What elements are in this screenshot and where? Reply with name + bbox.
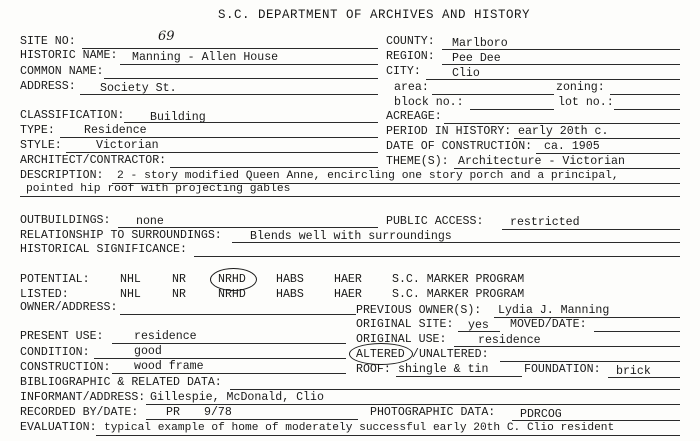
- classification-label: CLASSIFICATION:: [20, 109, 125, 122]
- potential-nhl: NHL: [120, 273, 141, 286]
- unaltered-label: /UNALTERED:: [412, 348, 489, 361]
- photographic-line: [512, 420, 680, 421]
- condition-line: [94, 358, 346, 359]
- informant-value: Gillespie, McDonald, Clio: [150, 391, 324, 404]
- date-construction-value: ca. 1905: [544, 140, 600, 153]
- area-line: [432, 94, 554, 95]
- listed-habs: HABS: [276, 288, 304, 301]
- area-label: area:: [394, 81, 429, 94]
- type-line: [60, 137, 378, 138]
- page-title: S.C. DEPARTMENT OF ARCHIVES AND HISTORY: [218, 8, 531, 22]
- outbuildings-value: none: [136, 215, 164, 228]
- original-site-label: ORIGINAL SITE:: [356, 318, 454, 331]
- listed-nhl: NHL: [120, 288, 141, 301]
- style-label: STYLE:: [20, 139, 62, 152]
- informant-label: INFORMANT/ADDRESS:: [20, 391, 146, 404]
- date-construction-label: DATE OF CONSTRUCTION:: [386, 140, 533, 153]
- construction-value: wood frame: [134, 360, 204, 373]
- altered-label: ALTERED: [356, 348, 405, 361]
- roof-label: ROOF:: [356, 363, 391, 376]
- outbuildings-line: [118, 227, 378, 228]
- moved-date-label: MOVED/DATE:: [510, 318, 587, 331]
- site-no-value: 69: [158, 29, 175, 44]
- owner-address-label: OWNER/ADDRESS:: [20, 301, 118, 314]
- present-use-value: residence: [134, 330, 197, 343]
- classification-value: Building: [150, 111, 206, 124]
- recorded-date-value: 9/78: [204, 406, 232, 419]
- description-line-2: pointed hip roof with projecting gables: [26, 183, 291, 195]
- potential-label: POTENTIAL:: [20, 273, 90, 286]
- construction-line: [112, 373, 346, 374]
- owner-address-line: [120, 314, 356, 315]
- architect-label: ARCHITECT/CONTRACTOR:: [20, 154, 167, 167]
- city-label: CITY:: [386, 65, 421, 78]
- foundation-value: brick: [616, 365, 651, 378]
- historic-name-line: [120, 64, 378, 65]
- description-label: DESCRIPTION:: [20, 169, 104, 182]
- architect-line: [170, 167, 378, 168]
- present-use-label: PRESENT USE:: [20, 330, 104, 343]
- relationship-line: [232, 242, 680, 243]
- photographic-value: PDRCOG: [520, 408, 562, 421]
- site-no-label: SITE NO:: [20, 35, 76, 48]
- historic-name-label: HISTORIC NAME:: [20, 49, 118, 62]
- city-value: Clio: [452, 67, 480, 80]
- acreage-label: ACREAGE:: [386, 110, 442, 123]
- county-label: COUNTY:: [386, 35, 435, 48]
- public-access-line: [502, 229, 680, 230]
- potential-nrhd: NRHD: [218, 273, 246, 286]
- type-value: Residence: [84, 124, 147, 137]
- altered-line: [500, 361, 680, 362]
- bibliographic-label: BIBLIOGRAPHIC & RELATED DATA:: [20, 376, 222, 389]
- original-use-label: ORIGINAL USE:: [356, 333, 447, 346]
- significance-line: [194, 256, 680, 257]
- public-access-value: restricted: [510, 216, 580, 229]
- original-site-value: yes: [468, 319, 489, 332]
- evaluation-line: [96, 435, 680, 436]
- moved-date-line: [594, 331, 680, 332]
- original-use-line: [454, 346, 680, 347]
- address-label: ADDRESS:: [20, 80, 76, 93]
- region-value: Pee Dee: [452, 52, 501, 65]
- potential-haer: HAER: [334, 273, 362, 286]
- county-value: Marlboro: [452, 37, 508, 50]
- classification-line: [124, 122, 378, 123]
- informant-line: [146, 404, 680, 405]
- public-access-label: PUBLIC ACCESS:: [386, 215, 484, 228]
- original-use-value: residence: [478, 334, 541, 347]
- listed-label: LISTED:: [20, 288, 69, 301]
- common-name-line: [104, 78, 378, 79]
- evaluation-value: typical example of home of moderately successful early 20th C. Clio resident: [104, 422, 615, 434]
- previous-owner-value: Lydia J. Manning: [498, 304, 610, 317]
- relationship-label: RELATIONSHIP TO SURROUNDINGS:: [20, 229, 222, 242]
- description-line-1: 2 - story modified Queen Anne, encircling one story porch and a principal,: [117, 170, 619, 182]
- county-line: [442, 49, 680, 50]
- bibliographic-line: [230, 389, 680, 390]
- outbuildings-label: OUTBUILDINGS:: [20, 214, 111, 227]
- condition-label: CONDITION:: [20, 346, 90, 359]
- listed-nrhd: NRHD: [218, 288, 246, 301]
- listed-haer: HAER: [334, 288, 362, 301]
- original-site-line: [458, 331, 500, 332]
- description-line-2-rule: [20, 196, 680, 197]
- present-use-line: [112, 343, 346, 344]
- recorded-by-value: PR: [166, 406, 180, 419]
- themes-line: [454, 168, 680, 169]
- historic-name-value: Manning - Allen House: [132, 51, 279, 64]
- previous-owner-label: PREVIOUS OWNER(S):: [356, 304, 482, 317]
- address-line: [80, 94, 378, 95]
- themes-value: Architecture - Victorian: [458, 155, 625, 168]
- lot-no-label: lot no.:: [558, 96, 614, 109]
- site-no-line: [82, 48, 378, 49]
- region-line: [442, 64, 680, 65]
- lot-no-line: [614, 109, 680, 110]
- foundation-label: FOUNDATION:: [524, 363, 601, 376]
- themes-label: THEME(S):: [386, 155, 449, 168]
- relationship-value: Blends well with surroundings: [250, 230, 452, 243]
- period-line: [514, 138, 680, 139]
- block-no-line: [470, 109, 554, 110]
- type-label: TYPE:: [20, 124, 55, 137]
- altered-circle: [349, 343, 413, 365]
- recorded-line: [146, 419, 358, 420]
- city-line: [426, 79, 680, 80]
- address-value: Society St.: [100, 82, 177, 95]
- period-value: early 20th c.: [518, 125, 609, 138]
- listed-nr: NR: [172, 288, 186, 301]
- evaluation-label: EVALUATION:: [20, 421, 97, 434]
- roof-value: shingle & tin: [398, 363, 489, 376]
- period-label: PERIOD IN HISTORY:: [386, 125, 512, 138]
- zoning-label: zoning:: [556, 81, 605, 94]
- acreage-line: [444, 123, 680, 124]
- photographic-label: PHOTOGRAPHIC DATA:: [370, 406, 496, 419]
- significance-label: HISTORICAL SIGNIFICANCE:: [20, 243, 187, 256]
- potential-habs: HABS: [276, 273, 304, 286]
- style-line: [66, 152, 378, 153]
- roof-line: [396, 376, 522, 377]
- zoning-line: [610, 94, 680, 95]
- date-construction-line: [536, 153, 680, 154]
- common-name-label: COMMON NAME:: [20, 65, 104, 78]
- block-no-label: block no.:: [394, 96, 464, 109]
- condition-value: good: [134, 345, 162, 358]
- foundation-line: [608, 377, 680, 378]
- style-value: Victorian: [96, 139, 159, 152]
- recorded-label: RECORDED BY/DATE:: [20, 406, 139, 419]
- listed-sc-marker: S.C. MARKER PROGRAM: [392, 288, 525, 301]
- construction-label: CONSTRUCTION:: [20, 361, 111, 374]
- region-label: REGION:: [386, 50, 435, 63]
- potential-sc-marker: S.C. MARKER PROGRAM: [392, 273, 525, 286]
- potential-nr: NR: [172, 273, 186, 286]
